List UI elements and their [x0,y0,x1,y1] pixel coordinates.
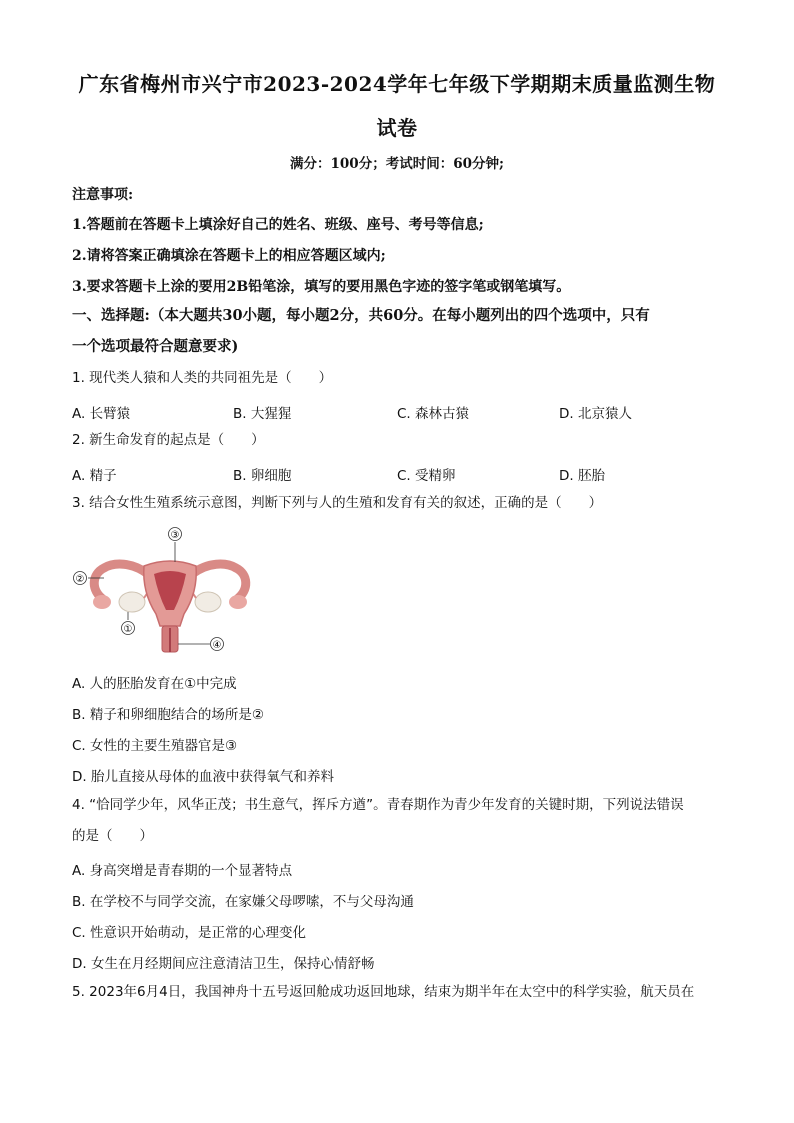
q3-option-c[interactable]: C. 女性的主要生殖器官是③ [72,738,238,754]
exam-subtitle: 满分：100分；考试时间：60分钟; [290,156,504,172]
exam-title-line1: 广东省梅州市兴宁市2023-2024学年七年级下学期期末质量监测生物 [78,72,716,96]
question-4-stem [72,790,724,852]
exam-title-line2: 试卷 [376,116,418,140]
question-2-stem: 2. 新生命发育的起点是（ ） [72,432,265,448]
notice-item-1: 1.答题前在答题卡上填涂好自己的姓名、班级、座号、考号等信息; [72,217,484,233]
question-2-options [72,464,724,484]
section-heading-line2: 一个选项最符合题意要求) [72,338,239,355]
left-fimbriae [93,595,111,609]
q2-option-b[interactable]: B. 卵细胞 [233,468,292,484]
label-1: ① [123,624,133,635]
notice-item-3: 3.要求答题卡上涂的要用2B铅笔涂，填写的要用黑色字迹的签字笔或钢笔填写。 [72,279,571,295]
q2-option-a[interactable]: A. 精子 [72,468,117,484]
section-heading [72,300,724,362]
q2-option-d[interactable]: D. 胚胎 [559,468,605,484]
label-3: ③ [170,530,180,541]
q1-option-d[interactable]: D. 北京猿人 [559,406,632,422]
q3-option-a[interactable]: A. 人的胚胎发育在①中完成 [72,676,237,692]
question-4-stem-line1: 4. “恰同学少年，风华正茂；书生意气，挥斥方遒”。青春期作为青少年发育的关键时期，下列说法错误 [72,797,684,813]
section-heading-line1: 一、选择题:（本大题共30小题，每小题2分，共60分。在每小题列出的四个选项中，只有 [72,307,650,324]
question-5-stem: 5. 2023年6月4日，我国神舟十五号返回舱成功返回地球，结束为期半年在太空中的科学实验，航天员在 [72,984,695,1000]
q4-option-d[interactable]: D. 女生在月经期间应注意清洁卫生，保持心情舒畅 [72,956,375,972]
q4-option-c[interactable]: C. 性意识开始萌动，是正常的心理变化 [72,925,307,941]
q1-option-a[interactable]: A. 长臂猿 [72,406,131,422]
female-reproductive-system-figure [70,522,270,662]
q4-option-b[interactable]: B. 在学校不与同学交流，在家嫌父母啰嗦，不与父母沟通 [72,894,414,910]
question-1-stem: 1. 现代类人猿和人类的共同祖先是（ ） [72,370,333,386]
q1-option-b[interactable]: B. 大猩猩 [233,406,292,422]
q3-option-b[interactable]: B. 精子和卵细胞结合的场所是② [72,707,264,723]
q2-option-c[interactable]: C. 受精卵 [397,468,456,484]
q1-option-c[interactable]: C. 森林古猿 [397,406,470,422]
q3-option-d[interactable]: D. 胎儿直接从母体的血液中获得氧气和养料 [72,769,334,785]
notice-item-2: 2.请将答案正确填涂在答题卡上的相应答题区域内; [72,248,386,264]
right-ovary [195,592,221,612]
question-4-stem-line2: 的是（ ） [72,828,153,844]
question-3-stem: 3. 结合女性生殖系统示意图，判断下列与人的生殖和发育有关的叙述，正确的是（ ） [72,495,603,511]
label-4: ④ [212,640,222,651]
q4-option-a[interactable]: A. 身高突增是青春期的一个显著特点 [72,863,293,879]
question-1-options [72,402,724,422]
label-2: ② [75,574,85,585]
uterus-diagram [70,522,270,662]
notice-heading: 注意事项: [72,187,134,203]
left-ovary [119,592,145,612]
right-fimbriae [229,595,247,609]
